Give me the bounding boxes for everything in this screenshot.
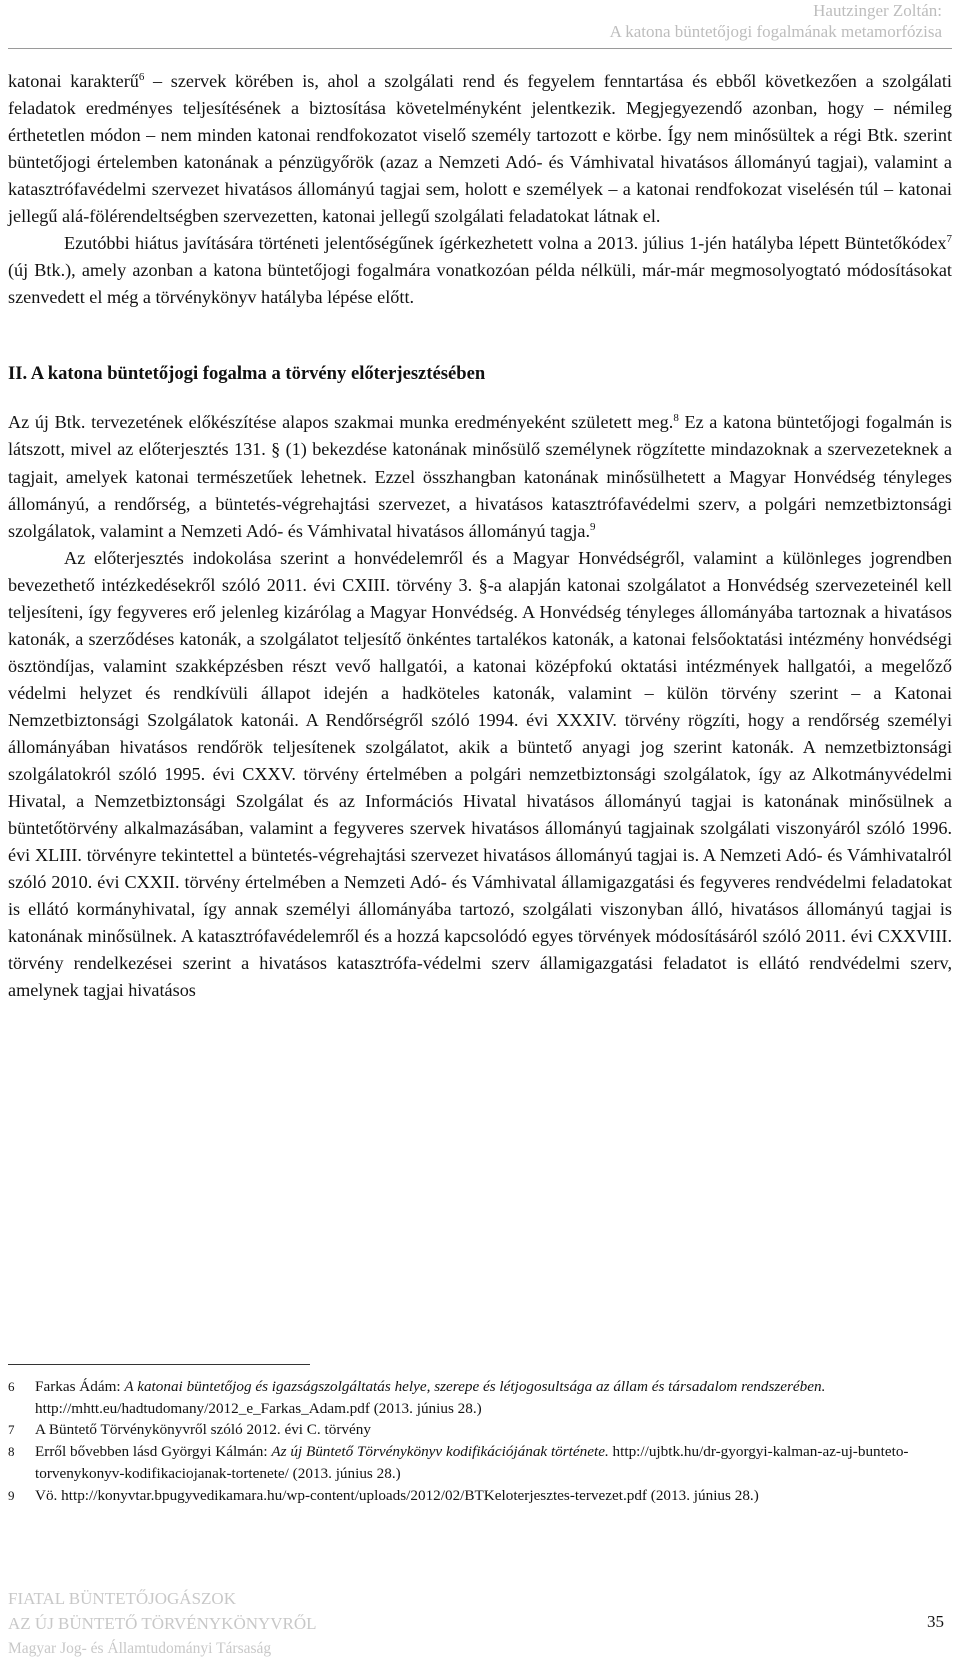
- running-header: [242, 0, 942, 42]
- footer-series-title: FIATAL BÜNTETŐJOGÁSZOK: [8, 1589, 236, 1608]
- header-author: Hautzinger Zoltán:: [813, 1, 942, 20]
- footnote-link[interactable]: Vö. http://konyvtar.bpugyvedikamara.hu/wp-content/uploads/2012/02/BTKeloterjesztes-tervezet.pdf (2013. június 28.): [35, 1486, 759, 1504]
- footnote-text: A Büntető Törvénykönyvről szóló 2012. évi C. törvény: [35, 1421, 371, 1439]
- section-heading: II. A katona büntetőjogi fogalma a törvény előterjesztésében: [8, 363, 486, 385]
- spacer: [8, 387, 952, 409]
- footnote-ref-9[interactable]: 9: [590, 520, 596, 533]
- footnote-number: 9: [8, 1487, 15, 1503]
- footnote-number: 6: [8, 1379, 15, 1394]
- paragraph-1-text-a: katonai karakterű: [8, 71, 139, 91]
- footnote-number: 8: [8, 1444, 15, 1460]
- paragraph-3-text-a: Az új Btk. tervezetének előkészítése alapos szakmai munka eredményeként született meg.: [8, 412, 674, 433]
- paragraph-2-text-a: Ezutóbbi hiátus javítására történeti jelentőségűnek ígérkezhetett volna a 2013. július 1-jén hatályba lépett Büntetőkódex: [64, 233, 947, 254]
- footnotes: [8, 1376, 952, 1506]
- footnote-number: 7: [8, 1422, 15, 1438]
- footnote-ref-6[interactable]: 6: [138, 71, 145, 83]
- paragraph-1-text-b: – szervek körében is, ahol a szolgálati rend és fegyelem fenntartása és ebből következően a szolgálati feladatok eredményes teljesítésének a biztosítása követelményként jelentkezik. Megjegyezendő azonban, hogy – némileg érthetetlen módon – nem minden katonai rendfokozatot viselő személy tartozott e körbe. Így nem minősültek a régi Btk. szerint büntetőjogi értelemben katonának a pénzügyőrök (azaz a Nemzeti Adó- és Vámhivatal hivatásos állományú tagjai), valamint a katasztrófavédelmi szervezet hivatásos állományú tagjai sem, holott e személyek – a katonai rendfokozat viselésén túl – katonai jellegű alá-fölérendeltségben szervezetten, katonai jellegű szolgálati feladatokat látnak el.: [8, 71, 952, 227]
- main-content: [8, 68, 952, 1004]
- footnote-rule: [8, 1364, 310, 1365]
- footnote-9: [8, 1485, 952, 1507]
- footer-volume-title: AZ ÚJ BÜNTETŐ TÖRVÉNYKÖNYVRŐL: [8, 1614, 317, 1633]
- page-number: 35: [927, 1612, 944, 1631]
- footnote-7: [8, 1419, 952, 1441]
- spacer: [8, 311, 952, 361]
- footnote-link[interactable]: http://mhtt.eu/hadtudomany/2012_e_Farkas_Adam.pdf (2013. június 28.): [35, 1399, 482, 1417]
- footnote-link[interactable]: http://ujbtk.hu/dr-gyorgyi-kalman-az-uj-bunteto-torvenykonyv-kodifikaciojanak-tortenete/ (2013. június 28.): [35, 1443, 909, 1482]
- footnote-6: [8, 1376, 952, 1419]
- footnote-italic-title: A katonai büntetőjog és igazságszolgáltatás helye, szerepe és létjogosultsága az állam és társadalom rendszerében.: [124, 1378, 826, 1395]
- header-rule: [8, 48, 952, 49]
- footnote-text: Erről bővebben lásd Györgyi Kálmán:: [35, 1443, 272, 1461]
- header-title: A katona büntetőjogi fogalmának metamorfózisa: [609, 22, 942, 41]
- footnote-ref-8[interactable]: 8: [673, 412, 679, 425]
- paragraph-3: [8, 409, 952, 544]
- paragraph-2-text-b: (új Btk.), amely azonban a katona büntetőjogi fogalmára vonatkozóan példa nélküli, már-már megmosolyogtató módosításokat szenvedett el még a törvénykönyv hatályba lépése előtt.: [8, 260, 952, 308]
- paragraph-2: [8, 230, 952, 311]
- footnote-ref-7[interactable]: 7: [946, 233, 952, 246]
- paragraph-4: Az előterjesztés indokolása szerint a honvédelemről és a Magyar Honvédségről, valamint a különleges jogrendben bevezethető intézkedésekről szóló 2011. évi CXIII. törvény 3. §-a alapján katonai szolgálatot a Honvédség szervezeteinél kell teljesíteni, így fegyveres erő jelenleg kizárólag a Magyar Honvédség. A Honvédség tényleges állományába tartoznak a hivatásos katonák, a szerződéses katonák, a szolgálatot teljesítő önkéntes tartalékos katonák, a katonai felsőoktatási intézmény honvédségi ösztöndíjas, valamint szakképzésben részt vevő hallgatói, a katonai középfokú oktatási intézmények hallgatói, a megelőző védelmi helyzet és rendkívüli állapot idején a hadköteles katonák, valamint – külön törvény szerint – a Katonai Nemzetbiztonsági Szolgálatok katonái. A Rendőrségről szóló 1994. évi XXXIV. törvény rögzíti, hogy a rendőrség személyi állományában hivatásos rendőrök teljesítenek szolgálatot, akik a büntető anyagi jog szerint katonák. A nemzetbiztonsági szolgálatokról szóló 1995. évi CXXV. törvény értelmében a polgári nemzetbiztonsági szolgálatok, így az Alkotmányvédelmi Hivatal, a Nemzetbiztonsági Szolgálat és az Információs Hivatal hivatásos állományú tagjai is katonának minősülnek a büntetőtörvény alkalmazásában, valamint a fegyveres szervek hivatásos állományú tagjainak szolgálati viszonyáról szóló 1996. évi XLIII. törvényre tekintettel a büntetés-végrehajtási szervezet hivatásos állományú tagjai is. A Nemzeti Adó- és Vámhivatalról szóló 2010. évi CXXII. törvény értelmében a Nemzeti Adó- és Vámhivatal államigazgatási és fegyveres rendvédelmi feladatokat is ellátó kormányhivatal, így annak személyi állományába tartozó, szolgálati viszonyban álló, hivatásos állományú tagjai is katonának minősülnek. A katasztrófavédelemről és a hozzá kapcsolódó egyes törvények módosításáról szóló 2011. évi CXXVIII. törvény rendelkezései szerint a hivatásos katasztrófa-védelmi szerv államigazgatási feladatot is ellátó rendvédelmi szerv, amelynek tagjai hivatásos: [8, 547, 952, 1001]
- footnote-text: Farkas Ádám:: [35, 1378, 125, 1395]
- footnote-8: [8, 1441, 952, 1484]
- running-footer: [8, 1586, 317, 1661]
- paragraph-1: [8, 68, 952, 230]
- footer-publisher: Magyar Jog- és Államtudományi Társaság: [8, 1640, 272, 1657]
- paragraph-3-text-b: Ez a katona büntetőjogi fogalmán is látszott, mivel az előterjesztés 131. § (1) bekezdése katonának minősülő személynek rögzítette mindazoknak a szervezeteknek a tagjait, amelyek katonai természetűek lehetnek. Ezzel összhangban katonának minősülhetett a Magyar Honvédség tényleges állományú, a rendőrség, a büntetés-végrehajtási szervezet, a hivatásos katasztrófavédelmi szerv, a polgári nemzetbiztonsági szolgálatok, valamint a Nemzeti Adó- és Vámhivatal hivatásos állományú tagja.: [8, 412, 952, 541]
- footnote-italic-title: Az új Büntető Törvénykönyv kodifikációjának története.: [271, 1443, 609, 1461]
